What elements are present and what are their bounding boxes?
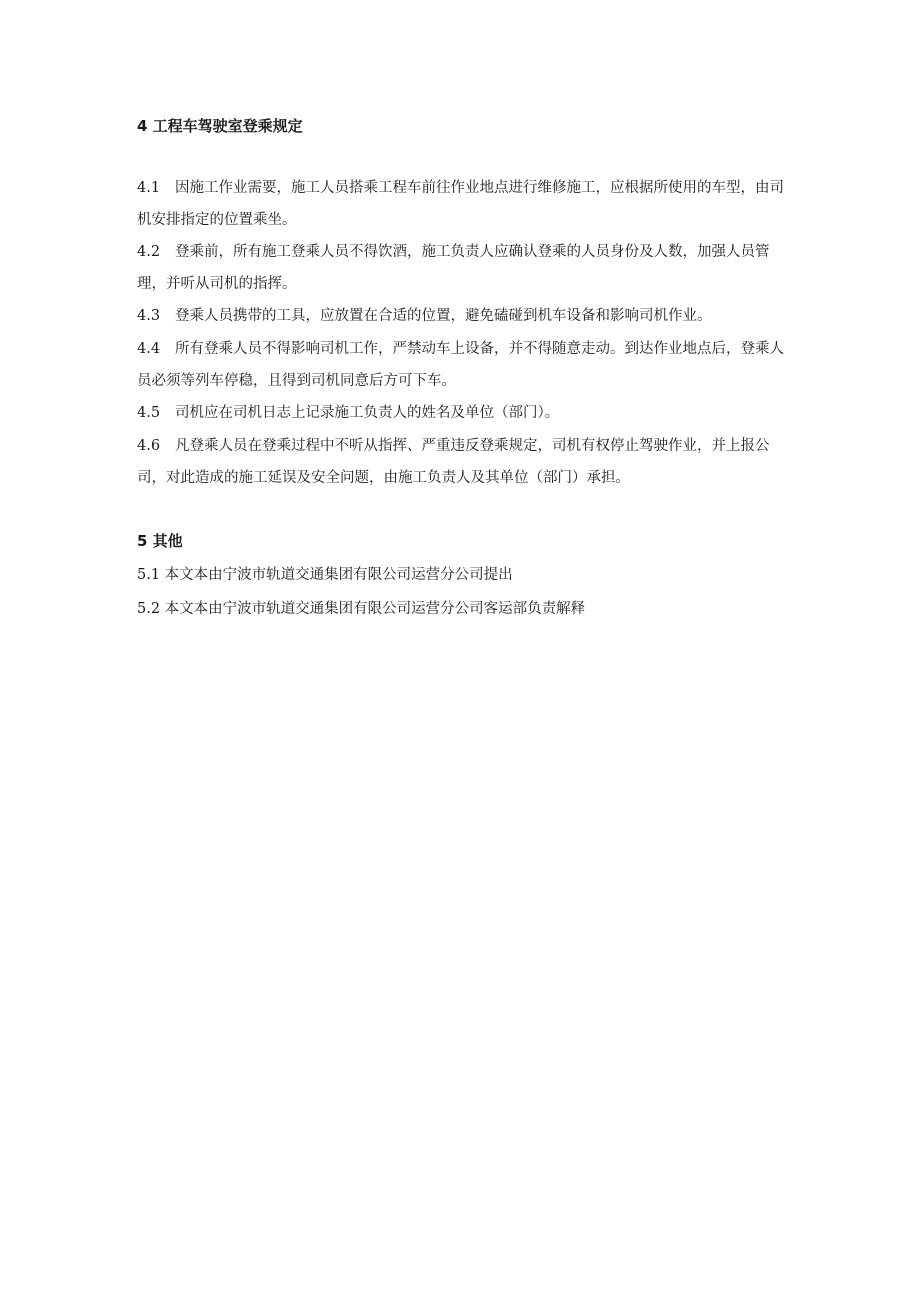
clause-text: 因施工作业需要，施工人员搭乘工程车前往作业地点进行维修施工，应根据所使用的车型，由司机安排指定的位置乘坐。: [137, 180, 784, 228]
clause-number: 4.1: [137, 180, 161, 196]
clause-4-5: [137, 397, 797, 429]
clause-4-1: [137, 172, 797, 236]
clause-number: 4.2: [137, 244, 161, 260]
clause-text: 登乘前，所有施工登乘人员不得饮酒，施工负责人应确认登乘的人员身份及人数，加强人员管理，并听从司机的指挥。: [137, 244, 770, 292]
section-5-title: 5 其他: [137, 532, 183, 550]
clause-text: 司机应在司机日志上记录施工负责人的姓名及单位（部门）。: [175, 405, 560, 421]
clause-number: 4.4: [137, 341, 161, 357]
clause-4-3: [137, 300, 797, 332]
clause-5-2: 5.2 本文本由宁波市轨道交通集团有限公司运营分公司客运部负责解释: [137, 601, 586, 617]
clause-text: 凡登乘人员在登乘过程中不听从指挥、严重违反登乘规定，司机有权停止驾驶作业，并上报公司，对此造成的施工延误及安全问题，由施工负责人及其单位（部门）承担。: [137, 438, 770, 486]
section-4-title: 4 工程车驾驶室登乘规定: [137, 117, 303, 135]
clause-number: 4.3: [137, 308, 161, 324]
clause-4-6: [137, 430, 797, 494]
clause-4-2: [137, 236, 797, 300]
clause-4-4: [137, 333, 797, 397]
clause-text: 所有登乘人员不得影响司机工作，严禁动车上设备，并不得随意走动。到达作业地点后，登乘人员必须等列车停稳，且得到司机同意后方可下车。: [137, 341, 784, 389]
clause-text: 登乘人员携带的工具，应放置在合适的位置，避免磕碰到机车设备和影响司机作业。: [175, 308, 712, 324]
clause-number: 4.6: [137, 438, 161, 454]
clause-5-1: 5.1 本文本由宁波市轨道交通集团有限公司运营分公司提出: [137, 567, 513, 583]
clause-number: 4.5: [137, 405, 161, 421]
